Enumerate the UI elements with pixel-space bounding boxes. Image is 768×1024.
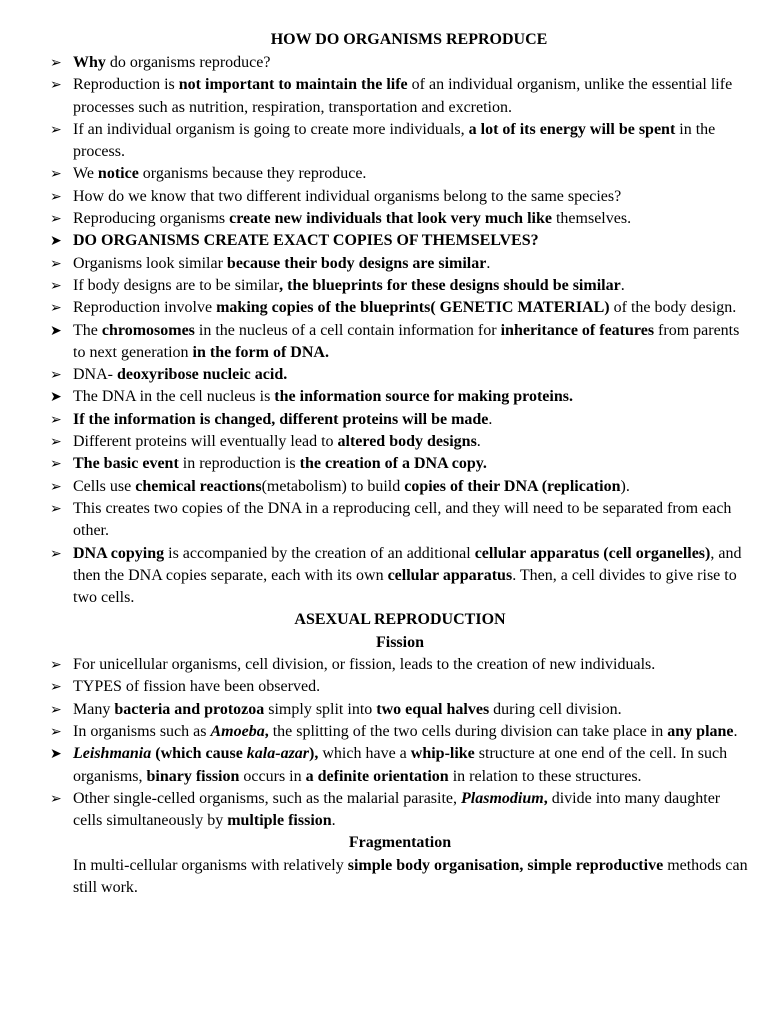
text-run: (metabolism) to build <box>261 477 405 495</box>
bold-text-run: ), <box>309 745 319 763</box>
text-run: For unicellular organisms, cell division, or fission, leads to the creation of new individuals. <box>73 656 656 674</box>
text-run: the splitting of the two cells during division can take place in <box>268 722 668 740</box>
list-item <box>50 453 750 475</box>
text-run: Organisms look similar <box>73 254 227 272</box>
bold-text-run: , <box>264 722 269 740</box>
text-run: TYPES of fission have been observed. <box>73 678 321 696</box>
text-run: which have a <box>318 745 411 763</box>
list-item <box>50 498 750 543</box>
bold-text-run: making copies of the blueprints( GENETIC MATERIAL) <box>216 299 610 317</box>
text-run: in the process. <box>73 120 716 161</box>
text-run: Other single-celled organisms, such as the malarial parasite, <box>73 789 462 807</box>
text-run: , and then the DNA copies separate, each with its own <box>73 544 742 584</box>
bold-text-run: DO ORGANISMS CREATE EXACT COPIES OF THEMSELVES? <box>73 232 539 250</box>
bold-text-run: in the form of DNA. <box>192 343 329 361</box>
bold-text-run: altered body designs <box>337 433 477 451</box>
bold-text-run: two equal halves <box>376 700 490 718</box>
list-item <box>50 163 750 185</box>
bold-text-run: DNA copying <box>73 544 165 562</box>
bold-text-run: create new individuals that look very much like <box>229 210 552 228</box>
text-run: . Then, a cell divides to give rise to two cells. <box>73 566 737 607</box>
bold-text-run: Amoeba <box>210 722 265 740</box>
bullet-list-fission <box>50 654 750 832</box>
text-run: simply split into <box>264 700 377 718</box>
bold-text-run: a lot of its energy will be spent <box>468 120 676 138</box>
bold-text-run: notice <box>97 165 139 183</box>
list-item <box>50 52 750 74</box>
bold-text-run: cellular apparatus (cell organelles) <box>474 544 711 562</box>
list-item <box>50 253 750 275</box>
text-run: In multi-cellular organisms with relatively <box>73 856 348 874</box>
bold-text-run: whip-like <box>410 745 475 763</box>
list-item <box>50 386 750 408</box>
text-run: occurs in <box>239 767 306 785</box>
text-run: . <box>620 276 625 294</box>
text-run: The DNA in the cell nucleus is <box>73 388 275 406</box>
list-item <box>50 543 750 610</box>
list-item <box>50 654 750 676</box>
section-heading-fragmentation: Fragmentation <box>348 834 452 852</box>
bold-text-run: chromosomes <box>101 321 195 339</box>
text-run: Reproducing organisms <box>73 210 230 228</box>
text-run: We <box>73 165 98 183</box>
text-run: Cells use <box>73 477 136 495</box>
text-run: of an individual organism, unlike the essential life processes such as nutrition, respiration, transportation and excretion. <box>73 76 733 116</box>
text-run: . <box>331 812 336 830</box>
section-heading-fission: Fission <box>375 633 424 651</box>
bold-text-run: deoxyribose nucleic acid. <box>117 366 288 384</box>
bold-text-run: bacteria and protozoa <box>114 700 265 718</box>
bold-text-run: Why <box>73 54 106 71</box>
list-item <box>50 409 750 431</box>
list-item <box>50 699 750 721</box>
text-run: . <box>476 433 481 451</box>
bold-text-run: the creation of a DNA copy. <box>299 455 487 473</box>
page-title: HOW DO ORGANISMS REPRODUCE <box>270 31 548 48</box>
bold-text-run: simple body organisation, simple reproductive <box>347 856 664 874</box>
list-item <box>50 320 750 365</box>
text-run: If body designs are to be similar <box>73 276 280 294</box>
text-run: from parents to next generation <box>73 321 740 361</box>
list-item <box>50 275 750 297</box>
bold-text-run: multiple fission <box>227 812 332 830</box>
fragmentation-paragraph <box>50 855 750 900</box>
list-item <box>50 186 750 208</box>
text-run: divide into many daughter cells simultaneously by <box>73 789 721 830</box>
list-item <box>50 721 750 743</box>
text-run: methods can still work. <box>73 856 748 896</box>
bold-text-run: Plasmodium <box>461 789 544 807</box>
bold-text-run: copies of their DNA (replication <box>404 477 621 495</box>
text-run: in reproduction is <box>178 455 300 473</box>
bold-text-run: The basic event <box>73 455 179 473</box>
bold-text-run: binary fission <box>146 767 240 785</box>
bold-text-run: inheritance of features <box>500 321 655 339</box>
list-item <box>50 364 750 386</box>
bold-text-run: , the blueprints for these designs should be similar <box>279 276 621 294</box>
list-item <box>50 431 750 453</box>
bold-text-run: cellular apparatus <box>387 566 513 584</box>
list-item <box>50 297 750 319</box>
text-run: DNA- <box>73 366 117 384</box>
bold-text-run: (which cause <box>151 745 247 763</box>
text-run: Different proteins will eventually lead to <box>73 433 338 451</box>
text-run: in the nucleus of a cell contain information for <box>194 321 501 339</box>
text-run: organisms because they reproduce. <box>138 165 367 183</box>
text-run: Reproduction is <box>73 76 179 94</box>
text-run: in relation to these structures. <box>448 767 642 785</box>
bold-text-run: kala-azar <box>246 745 310 763</box>
text-run: structure at one end of the cell. In such organisms, <box>73 745 728 785</box>
list-item <box>50 208 750 230</box>
text-run: If an individual organism is going to create more individuals, <box>73 120 469 138</box>
list-item <box>50 676 750 698</box>
list-item <box>50 119 750 164</box>
text-run: during cell division. <box>489 700 622 718</box>
list-item <box>50 743 750 788</box>
text-run: This creates two copies of the DNA in a reproducing cell, and they will need to be separated from each other. <box>73 499 732 540</box>
bullet-list-reproduction <box>50 52 750 609</box>
text-run: The <box>73 321 102 339</box>
text-run: of the body design. <box>609 299 737 317</box>
text-run: . <box>733 722 738 740</box>
text-run: In organisms such as <box>73 722 211 740</box>
text-run: ). <box>620 477 630 495</box>
bold-text-run: Leishmania <box>73 745 152 763</box>
text-run: themselves. <box>551 210 632 228</box>
text-run: How do we know that two different individual organisms belong to the same species? <box>73 187 622 205</box>
bold-text-run: a definite orientation <box>305 767 449 785</box>
text-run: . <box>486 254 491 272</box>
text-run: Many <box>73 700 115 718</box>
list-item <box>50 476 750 498</box>
list-item <box>50 788 750 833</box>
list-item <box>50 74 750 119</box>
list-item <box>50 230 750 252</box>
text-run: is accompanied by the creation of an additional <box>164 544 475 562</box>
content-body <box>50 52 750 899</box>
text-run: do organisms reproduce? <box>105 54 271 71</box>
bold-text-run: If the information is changed, different proteins will be made <box>73 410 489 428</box>
bold-text-run: chemical reactions <box>135 477 262 495</box>
bold-text-run: , <box>543 789 548 807</box>
text-run: Reproduction involve <box>73 299 217 317</box>
section-heading-asexual: ASEXUAL REPRODUCTION <box>294 611 506 629</box>
text-run: . <box>488 410 493 428</box>
bold-text-run: not important to maintain the life <box>178 76 408 94</box>
bold-text-run: any plane <box>667 722 734 740</box>
bold-text-run: the information source for making proteins. <box>274 388 573 406</box>
bold-text-run: because their body designs are similar <box>226 254 487 272</box>
